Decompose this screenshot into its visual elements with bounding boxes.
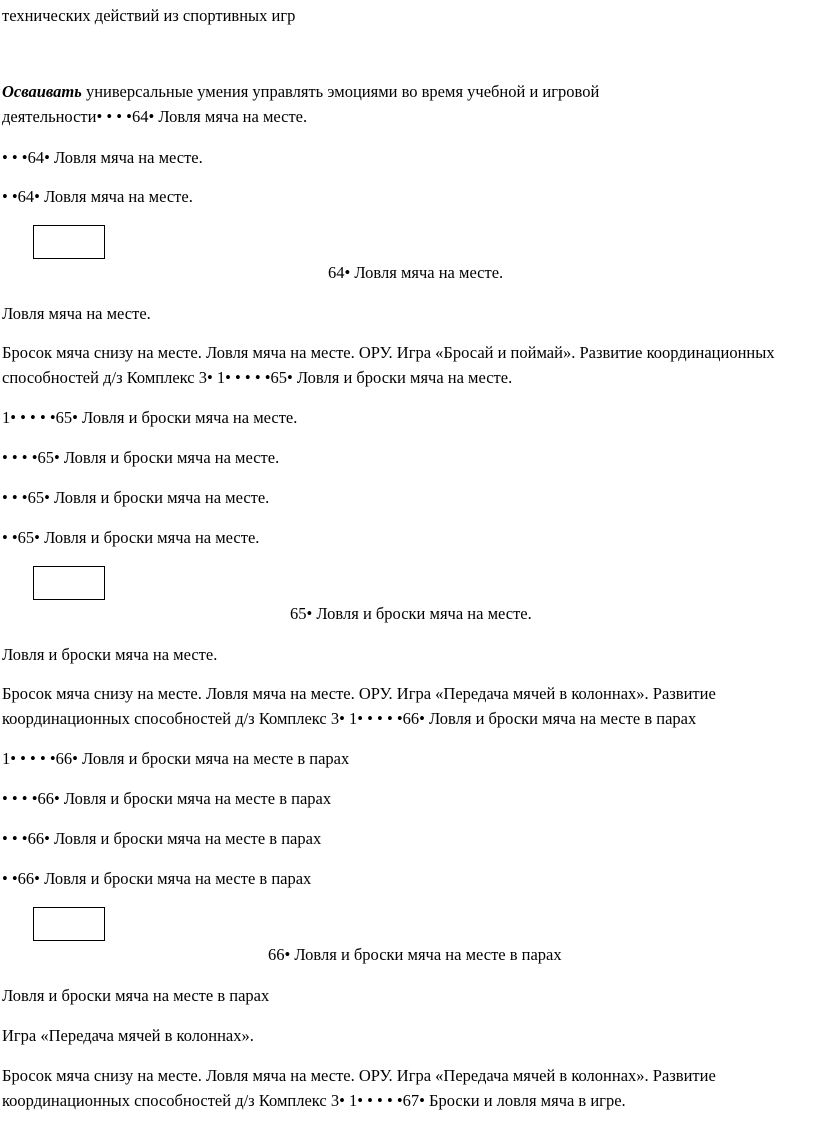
text-line: • •66• Ловля и броски мяча на месте в парах xyxy=(2,869,312,888)
text-line: Ловля и броски мяча на месте в парах xyxy=(2,986,270,1005)
text-line: деятельности• • • •64• Ловля мяча на месте. xyxy=(2,107,308,126)
text-line: • • •64• Ловля мяча на месте. xyxy=(2,148,203,167)
text-line: 65• Ловля и броски мяча на месте. xyxy=(290,604,532,623)
text-line: Бросок мяча снизу на месте. Ловля мяча на месте. ОРУ. Игра «Бросай и поймай». Развитие координационных xyxy=(2,343,775,362)
text-line: Бросок мяча снизу на месте. Ловля мяча на месте. ОРУ. Игра «Передача мячей в колоннах». Развитие xyxy=(2,1066,716,1085)
text-line: 1• • • • •65• Ловля и броски мяча на месте. xyxy=(2,408,298,427)
text-line: технических действий из спортивных игр xyxy=(2,6,296,25)
text-line: • • • •66• Ловля и броски мяча на месте в парах xyxy=(2,789,332,808)
text-line: • •64• Ловля мяча на месте. xyxy=(2,187,193,206)
text-line: • •65• Ловля и броски мяча на месте. xyxy=(2,528,260,547)
text-line xyxy=(2,82,599,102)
text-line: • • • •65• Ловля и броски мяча на месте. xyxy=(2,448,280,467)
empty-frame xyxy=(33,566,105,600)
text-line: 1• • • • •66• Ловля и броски мяча на месте в парах xyxy=(2,749,350,768)
text-line: Бросок мяча снизу на месте. Ловля мяча на месте. ОРУ. Игра «Передача мячей в колоннах». Развитие xyxy=(2,684,716,703)
text-line: • • •66• Ловля и броски мяча на месте в парах xyxy=(2,829,322,848)
text-fragment: универсальные умения управлять эмоциями во время учебной и игровой xyxy=(81,82,600,101)
empty-frame xyxy=(33,225,105,259)
empty-frame xyxy=(33,907,105,941)
emphasis-word: Осваивать xyxy=(2,82,82,101)
text-line: 64• Ловля мяча на месте. xyxy=(328,263,504,282)
text-line: • • •65• Ловля и броски мяча на месте. xyxy=(2,488,270,507)
text-line: Игра «Передача мячей в колоннах». xyxy=(2,1026,254,1045)
text-line: способностей д/з Комплекс 3• 1• • • • •65• Ловля и броски мяча на месте. xyxy=(2,368,513,387)
text-line: Ловля и броски мяча на месте. xyxy=(2,645,218,664)
text-line: 66• Ловля и броски мяча на месте в парах xyxy=(268,945,562,964)
text-line: координационных способностей д/з Комплекс 3• 1• • • • •66• Ловля и броски мяча на месте в парах xyxy=(2,709,697,728)
text-line: координационных способностей д/з Комплекс 3• 1• • • • •67• Броски и ловля мяча в игре. xyxy=(2,1091,626,1110)
text-line: Ловля мяча на месте. xyxy=(2,304,151,323)
